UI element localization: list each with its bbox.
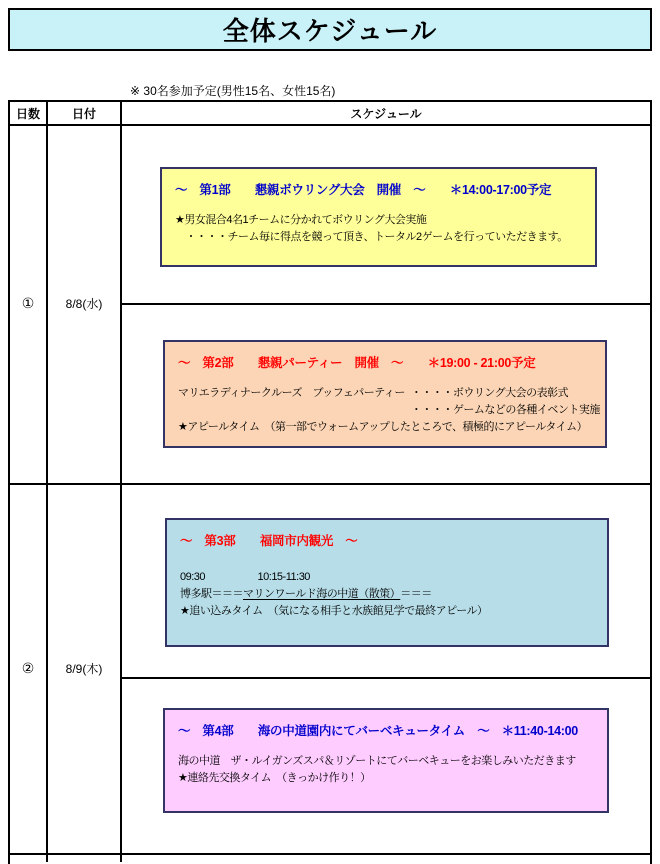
event-line: ・・・・ボウリング大会の表彰式 (410, 387, 569, 399)
route-prefix: 博多駅＝＝＝ (180, 588, 243, 600)
venue-row (178, 385, 600, 419)
route-suffix: ＝＝＝ (400, 588, 432, 600)
route-line (180, 586, 595, 603)
schedule-table (8, 100, 652, 864)
event-header-part3: ～ 第3部 福岡市内観光 ～ (180, 534, 358, 548)
event-line: ・・・・ゲームなどの各種イベント実施 (410, 404, 600, 416)
event-line: ★アピールタイム （第一部でウォームアップしたところで、積極的にアピールタイム） (178, 421, 588, 433)
sub-row-divider (120, 303, 650, 305)
times-line: 09:30 10:15-11:30 (180, 571, 310, 583)
event-header-part4: ～ 第4部 海の中道園内にてバーベキュータイム ～ ＊11:40-14:00 (178, 724, 578, 738)
event-body-part1 (175, 212, 583, 246)
column-header-schedule: スケジュール (350, 106, 422, 121)
event-body-part3 (180, 569, 595, 620)
event-line: ★連絡先交換タイム （きっかけ作り！） (178, 772, 371, 784)
event-line: ・・・・チーム毎に得点を競って頂き、トータル2ゲームを行っていただきます。 (175, 231, 568, 243)
venue-bullets (411, 385, 600, 419)
event-body-part4 (178, 753, 595, 787)
day-number-2: ② (21, 659, 35, 676)
column-divider (120, 102, 122, 862)
event-box-part2-party (163, 340, 607, 448)
row-divider (10, 853, 650, 855)
date-2: 8/9(木) (65, 661, 103, 676)
sub-row-divider (120, 677, 650, 679)
event-line: ★追い込みタイム （気になる相手と水族館見学で最終アピール） (180, 605, 488, 617)
column-header-days: 日数 (15, 106, 40, 121)
column-header-date: 日付 (71, 106, 96, 121)
event-box-part4-bbq (163, 708, 609, 813)
date-1: 8/8(水) (65, 297, 103, 311)
event-header-part1: ～ 第1部 懇親ボウリング大会 開催 ～ ＊14:00-17:00予定 (175, 183, 552, 197)
event-box-part1-bowling (160, 167, 597, 267)
event-header-part2: ～ 第2部 懇親パーティー 開催 ～ ＊19:00 - 21:00予定 (178, 356, 536, 370)
participants-note: ※ 30名参加予定(男性15名、女性15名) (130, 84, 336, 98)
page-title: 全体スケジュール (8, 8, 652, 51)
venue-name: マリエラディナークルーズ ブッフェパーティー (178, 387, 405, 399)
day-number-1: ① (21, 295, 35, 311)
event-body-part2 (178, 385, 600, 436)
event-line: 海の中道 ザ・ルイガンズスパ＆リゾートにてバーベキューをお楽しみいただきます (178, 755, 576, 767)
route-destination: マリンワールド海の中道（散策） (243, 588, 401, 600)
event-line: ★男女混合4名1チームに分かれてボウリング大会実施 (175, 214, 427, 226)
event-box-part3-sightseeing (165, 518, 609, 647)
